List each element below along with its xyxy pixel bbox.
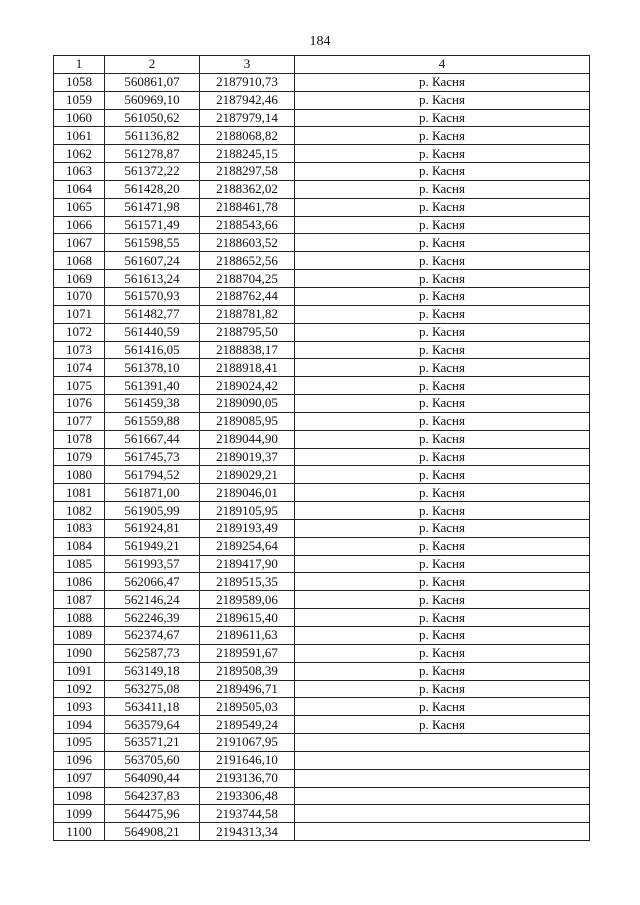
y-coordinate-cell: 2194313,34 bbox=[200, 823, 295, 841]
x-coordinate-cell: 563149,18 bbox=[105, 662, 200, 680]
table-row bbox=[54, 591, 590, 609]
table-row bbox=[54, 519, 590, 537]
description-cell bbox=[295, 805, 590, 823]
y-coordinate-cell: 2189505,03 bbox=[200, 698, 295, 716]
point-number-cell: 1059 bbox=[54, 91, 105, 109]
description-cell bbox=[295, 769, 590, 787]
table-row bbox=[54, 716, 590, 734]
table-row bbox=[54, 662, 590, 680]
column-header: 4 bbox=[295, 56, 590, 74]
y-coordinate-cell: 2188704,25 bbox=[200, 270, 295, 288]
x-coordinate-cell: 561559,88 bbox=[105, 412, 200, 430]
table-row bbox=[54, 109, 590, 127]
table-row bbox=[54, 627, 590, 645]
description-cell: р. Касня bbox=[295, 109, 590, 127]
y-coordinate-cell: 2188795,50 bbox=[200, 323, 295, 341]
x-coordinate-cell: 563275,08 bbox=[105, 680, 200, 698]
table-row bbox=[54, 448, 590, 466]
x-coordinate-cell: 562587,73 bbox=[105, 644, 200, 662]
y-coordinate-cell: 2189611,63 bbox=[200, 627, 295, 645]
table-row bbox=[54, 323, 590, 341]
point-number-cell: 1077 bbox=[54, 412, 105, 430]
y-coordinate-cell: 2189105,95 bbox=[200, 502, 295, 520]
x-coordinate-cell: 562146,24 bbox=[105, 591, 200, 609]
table-row bbox=[54, 734, 590, 752]
point-number-cell: 1064 bbox=[54, 180, 105, 198]
point-number-cell: 1060 bbox=[54, 109, 105, 127]
table-row bbox=[54, 287, 590, 305]
table-row bbox=[54, 573, 590, 591]
point-number-cell: 1084 bbox=[54, 537, 105, 555]
description-cell: р. Касня bbox=[295, 341, 590, 359]
description-cell: р. Касня bbox=[295, 680, 590, 698]
column-header: 1 bbox=[54, 56, 105, 74]
y-coordinate-cell: 2187942,46 bbox=[200, 91, 295, 109]
point-number-cell: 1087 bbox=[54, 591, 105, 609]
description-cell: р. Касня bbox=[295, 662, 590, 680]
table-row bbox=[54, 787, 590, 805]
y-coordinate-cell: 2189044,90 bbox=[200, 430, 295, 448]
description-cell: р. Касня bbox=[295, 537, 590, 555]
point-number-cell: 1068 bbox=[54, 252, 105, 270]
y-coordinate-cell: 2188245,15 bbox=[200, 145, 295, 163]
x-coordinate-cell: 561391,40 bbox=[105, 377, 200, 395]
point-number-cell: 1072 bbox=[54, 323, 105, 341]
x-coordinate-cell: 561372,22 bbox=[105, 163, 200, 181]
point-number-cell: 1098 bbox=[54, 787, 105, 805]
y-coordinate-cell: 2189024,42 bbox=[200, 377, 295, 395]
table-row bbox=[54, 769, 590, 787]
page-number: 184 bbox=[309, 34, 331, 49]
point-number-cell: 1080 bbox=[54, 466, 105, 484]
y-coordinate-cell: 2191067,95 bbox=[200, 734, 295, 752]
table-row bbox=[54, 341, 590, 359]
table-row bbox=[54, 751, 590, 769]
x-coordinate-cell: 561050,62 bbox=[105, 109, 200, 127]
point-number-cell: 1095 bbox=[54, 734, 105, 752]
description-cell: р. Касня bbox=[295, 448, 590, 466]
point-number-cell: 1066 bbox=[54, 216, 105, 234]
description-cell bbox=[295, 823, 590, 841]
table-row bbox=[54, 252, 590, 270]
x-coordinate-cell: 562246,39 bbox=[105, 609, 200, 627]
point-number-cell: 1078 bbox=[54, 430, 105, 448]
point-number-cell: 1076 bbox=[54, 395, 105, 413]
y-coordinate-cell: 2189515,35 bbox=[200, 573, 295, 591]
y-coordinate-cell: 2189508,39 bbox=[200, 662, 295, 680]
x-coordinate-cell: 562374,67 bbox=[105, 627, 200, 645]
y-coordinate-cell: 2189046,01 bbox=[200, 484, 295, 502]
coordinates-table bbox=[53, 55, 590, 841]
description-cell: р. Касня bbox=[295, 430, 590, 448]
x-coordinate-cell: 561570,93 bbox=[105, 287, 200, 305]
x-coordinate-cell: 563571,21 bbox=[105, 734, 200, 752]
description-cell: р. Касня bbox=[295, 519, 590, 537]
point-number-cell: 1061 bbox=[54, 127, 105, 145]
point-number-cell: 1058 bbox=[54, 73, 105, 91]
table-row bbox=[54, 198, 590, 216]
point-number-cell: 1097 bbox=[54, 769, 105, 787]
description-cell: р. Касня bbox=[295, 180, 590, 198]
y-coordinate-cell: 2189254,64 bbox=[200, 537, 295, 555]
y-coordinate-cell: 2188838,17 bbox=[200, 341, 295, 359]
y-coordinate-cell: 2188543,66 bbox=[200, 216, 295, 234]
point-number-cell: 1071 bbox=[54, 305, 105, 323]
point-number-cell: 1063 bbox=[54, 163, 105, 181]
description-cell: р. Касня bbox=[295, 73, 590, 91]
description-cell: р. Касня bbox=[295, 502, 590, 520]
point-number-cell: 1090 bbox=[54, 644, 105, 662]
table-row bbox=[54, 270, 590, 288]
y-coordinate-cell: 2193744,58 bbox=[200, 805, 295, 823]
description-cell: р. Касня bbox=[295, 412, 590, 430]
table-row bbox=[54, 502, 590, 520]
description-cell: р. Касня bbox=[295, 609, 590, 627]
description-cell: р. Касня bbox=[295, 716, 590, 734]
point-number-cell: 1070 bbox=[54, 287, 105, 305]
point-number-cell: 1067 bbox=[54, 234, 105, 252]
description-cell: р. Касня bbox=[295, 145, 590, 163]
x-coordinate-cell: 561416,05 bbox=[105, 341, 200, 359]
point-number-cell: 1073 bbox=[54, 341, 105, 359]
y-coordinate-cell: 2188068,82 bbox=[200, 127, 295, 145]
x-coordinate-cell: 561571,49 bbox=[105, 216, 200, 234]
description-cell: р. Касня bbox=[295, 163, 590, 181]
x-coordinate-cell: 564090,44 bbox=[105, 769, 200, 787]
description-cell bbox=[295, 734, 590, 752]
y-coordinate-cell: 2189589,06 bbox=[200, 591, 295, 609]
table-row bbox=[54, 305, 590, 323]
point-number-cell: 1091 bbox=[54, 662, 105, 680]
y-coordinate-cell: 2188762,44 bbox=[200, 287, 295, 305]
table-row bbox=[54, 359, 590, 377]
table-row bbox=[54, 555, 590, 573]
point-number-cell: 1065 bbox=[54, 198, 105, 216]
point-number-cell: 1079 bbox=[54, 448, 105, 466]
description-cell: р. Касня bbox=[295, 127, 590, 145]
description-cell: р. Касня bbox=[295, 252, 590, 270]
table-row bbox=[54, 377, 590, 395]
x-coordinate-cell: 563411,18 bbox=[105, 698, 200, 716]
x-coordinate-cell: 561440,59 bbox=[105, 323, 200, 341]
point-number-cell: 1085 bbox=[54, 555, 105, 573]
table-row bbox=[54, 412, 590, 430]
point-number-cell: 1083 bbox=[54, 519, 105, 537]
x-coordinate-cell: 561607,24 bbox=[105, 252, 200, 270]
x-coordinate-cell: 561378,10 bbox=[105, 359, 200, 377]
x-coordinate-cell: 564475,96 bbox=[105, 805, 200, 823]
point-number-cell: 1074 bbox=[54, 359, 105, 377]
point-number-cell: 1092 bbox=[54, 680, 105, 698]
y-coordinate-cell: 2188362,02 bbox=[200, 180, 295, 198]
column-header: 3 bbox=[200, 56, 295, 74]
description-cell: р. Касня bbox=[295, 395, 590, 413]
x-coordinate-cell: 561993,57 bbox=[105, 555, 200, 573]
table-row bbox=[54, 73, 590, 91]
y-coordinate-cell: 2189591,67 bbox=[200, 644, 295, 662]
table-row bbox=[54, 91, 590, 109]
y-coordinate-cell: 2191646,10 bbox=[200, 751, 295, 769]
y-coordinate-cell: 2189549,24 bbox=[200, 716, 295, 734]
point-number-cell: 1086 bbox=[54, 573, 105, 591]
point-number-cell: 1100 bbox=[54, 823, 105, 841]
x-coordinate-cell: 561745,73 bbox=[105, 448, 200, 466]
description-cell: р. Касня bbox=[295, 323, 590, 341]
x-coordinate-cell: 562066,47 bbox=[105, 573, 200, 591]
x-coordinate-cell: 564237,83 bbox=[105, 787, 200, 805]
description-cell: р. Касня bbox=[295, 377, 590, 395]
description-cell bbox=[295, 787, 590, 805]
table-row bbox=[54, 127, 590, 145]
x-coordinate-cell: 561871,00 bbox=[105, 484, 200, 502]
table-row bbox=[54, 609, 590, 627]
point-number-cell: 1062 bbox=[54, 145, 105, 163]
y-coordinate-cell: 2188918,41 bbox=[200, 359, 295, 377]
point-number-cell: 1096 bbox=[54, 751, 105, 769]
y-coordinate-cell: 2189085,95 bbox=[200, 412, 295, 430]
table-row bbox=[54, 537, 590, 555]
point-number-cell: 1094 bbox=[54, 716, 105, 734]
x-coordinate-cell: 561459,38 bbox=[105, 395, 200, 413]
y-coordinate-cell: 2188603,52 bbox=[200, 234, 295, 252]
table-row bbox=[54, 234, 590, 252]
y-coordinate-cell: 2188461,78 bbox=[200, 198, 295, 216]
x-coordinate-cell: 560969,10 bbox=[105, 91, 200, 109]
point-number-cell: 1069 bbox=[54, 270, 105, 288]
table-row bbox=[54, 216, 590, 234]
description-cell: р. Касня bbox=[295, 287, 590, 305]
x-coordinate-cell: 560861,07 bbox=[105, 73, 200, 91]
point-number-cell: 1089 bbox=[54, 627, 105, 645]
point-number-cell: 1088 bbox=[54, 609, 105, 627]
x-coordinate-cell: 561428,20 bbox=[105, 180, 200, 198]
y-coordinate-cell: 2189496,71 bbox=[200, 680, 295, 698]
y-coordinate-cell: 2189417,90 bbox=[200, 555, 295, 573]
y-coordinate-cell: 2187910,73 bbox=[200, 73, 295, 91]
description-cell: р. Касня bbox=[295, 698, 590, 716]
x-coordinate-cell: 561667,44 bbox=[105, 430, 200, 448]
description-cell: р. Касня bbox=[295, 466, 590, 484]
y-coordinate-cell: 2193306,48 bbox=[200, 787, 295, 805]
y-coordinate-cell: 2189615,40 bbox=[200, 609, 295, 627]
column-header: 2 bbox=[105, 56, 200, 74]
table-row bbox=[54, 180, 590, 198]
y-coordinate-cell: 2193136,70 bbox=[200, 769, 295, 787]
table-header-row bbox=[54, 56, 590, 74]
table-row bbox=[54, 145, 590, 163]
description-cell bbox=[295, 751, 590, 769]
x-coordinate-cell: 561924,81 bbox=[105, 519, 200, 537]
description-cell: р. Касня bbox=[295, 359, 590, 377]
x-coordinate-cell: 561278,87 bbox=[105, 145, 200, 163]
y-coordinate-cell: 2189193,49 bbox=[200, 519, 295, 537]
description-cell: р. Касня bbox=[295, 627, 590, 645]
point-number-cell: 1082 bbox=[54, 502, 105, 520]
x-coordinate-cell: 563579,64 bbox=[105, 716, 200, 734]
x-coordinate-cell: 561613,24 bbox=[105, 270, 200, 288]
table-row bbox=[54, 698, 590, 716]
point-number-cell: 1093 bbox=[54, 698, 105, 716]
description-cell: р. Касня bbox=[295, 555, 590, 573]
table-row bbox=[54, 163, 590, 181]
description-cell: р. Касня bbox=[295, 91, 590, 109]
table-row bbox=[54, 680, 590, 698]
table-row bbox=[54, 823, 590, 841]
y-coordinate-cell: 2188781,82 bbox=[200, 305, 295, 323]
x-coordinate-cell: 564908,21 bbox=[105, 823, 200, 841]
description-cell: р. Касня bbox=[295, 198, 590, 216]
description-cell: р. Касня bbox=[295, 644, 590, 662]
table-row bbox=[54, 805, 590, 823]
x-coordinate-cell: 561471,98 bbox=[105, 198, 200, 216]
y-coordinate-cell: 2189090,05 bbox=[200, 395, 295, 413]
description-cell: р. Касня bbox=[295, 270, 590, 288]
y-coordinate-cell: 2188297,58 bbox=[200, 163, 295, 181]
table-row bbox=[54, 484, 590, 502]
x-coordinate-cell: 561482,77 bbox=[105, 305, 200, 323]
description-cell: р. Касня bbox=[295, 591, 590, 609]
x-coordinate-cell: 561905,99 bbox=[105, 502, 200, 520]
x-coordinate-cell: 561136,82 bbox=[105, 127, 200, 145]
x-coordinate-cell: 563705,60 bbox=[105, 751, 200, 769]
description-cell: р. Касня bbox=[295, 216, 590, 234]
table-row bbox=[54, 644, 590, 662]
point-number-cell: 1075 bbox=[54, 377, 105, 395]
x-coordinate-cell: 561598,55 bbox=[105, 234, 200, 252]
description-cell: р. Касня bbox=[295, 305, 590, 323]
x-coordinate-cell: 561949,21 bbox=[105, 537, 200, 555]
y-coordinate-cell: 2187979,14 bbox=[200, 109, 295, 127]
description-cell: р. Касня bbox=[295, 573, 590, 591]
table-row bbox=[54, 430, 590, 448]
description-cell: р. Касня bbox=[295, 234, 590, 252]
point-number-cell: 1081 bbox=[54, 484, 105, 502]
y-coordinate-cell: 2189029,21 bbox=[200, 466, 295, 484]
table-row bbox=[54, 466, 590, 484]
x-coordinate-cell: 561794,52 bbox=[105, 466, 200, 484]
y-coordinate-cell: 2188652,56 bbox=[200, 252, 295, 270]
point-number-cell: 1099 bbox=[54, 805, 105, 823]
table-row bbox=[54, 395, 590, 413]
y-coordinate-cell: 2189019,37 bbox=[200, 448, 295, 466]
description-cell: р. Касня bbox=[295, 484, 590, 502]
